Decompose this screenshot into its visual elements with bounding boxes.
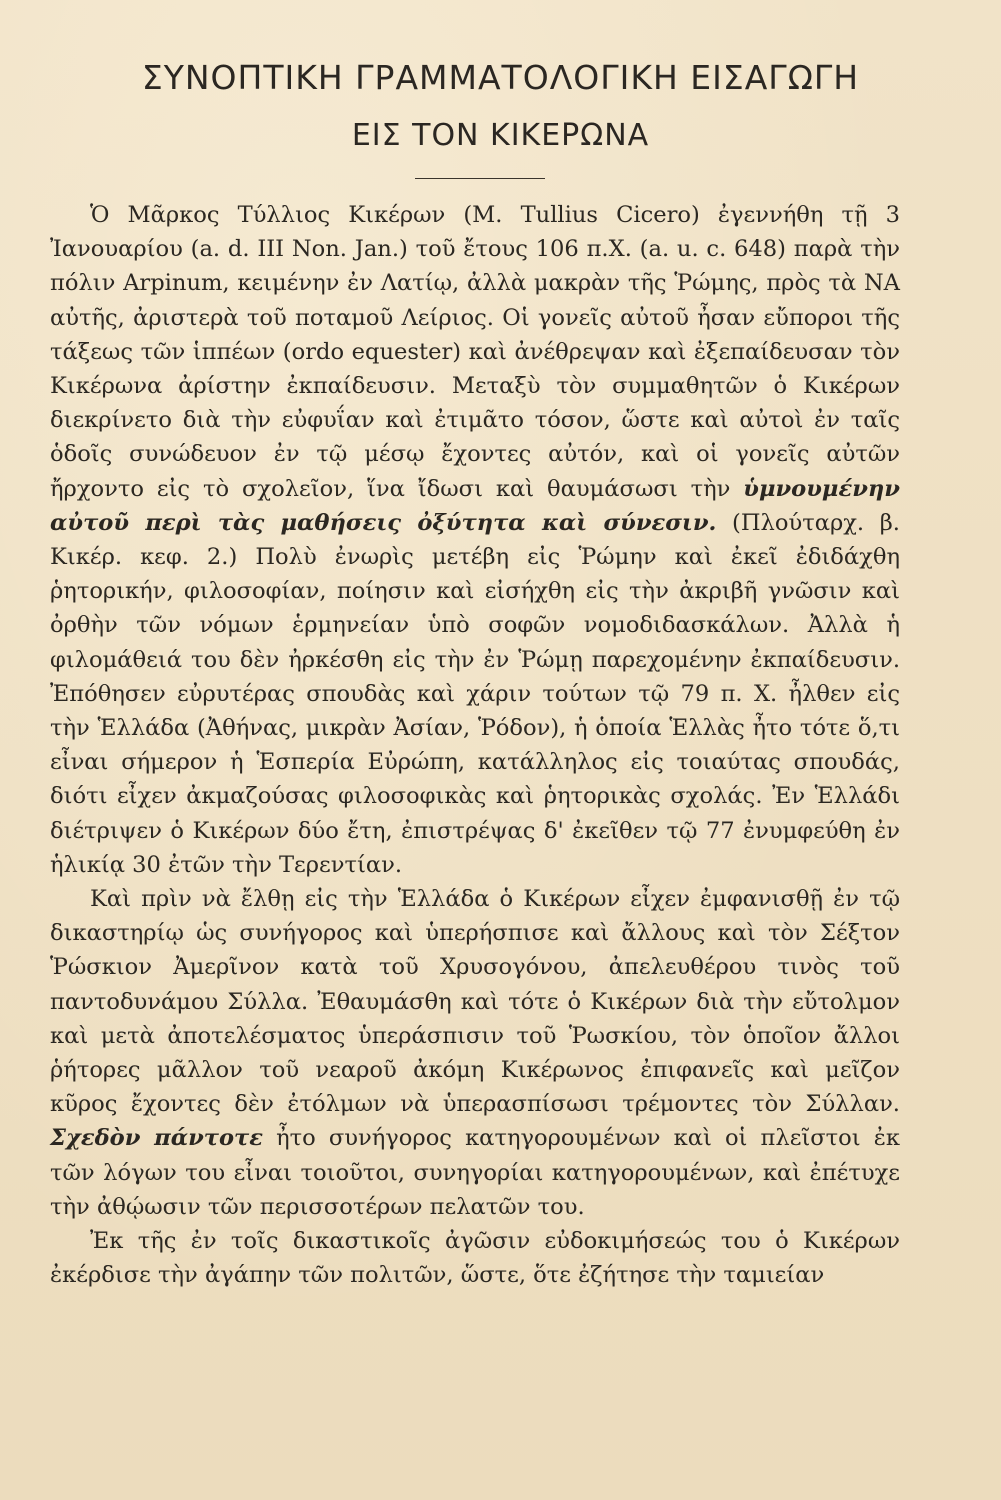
paragraph-2-text-b: ἦτο συνήγορος κατηγορουμένων καὶ οἱ πλεῖστοι ἐκ τῶν λόγων του εἶναι τοιοῦτοι, συνηγορίαι κατηγορουμένων, καὶ ἐπέτυχε τὴν ἀθῴωσιν τῶν περισσοτέρων πελατῶν του. <box>50 1125 901 1220</box>
paragraph-3 <box>50 1224 900 1292</box>
paragraph-2-text-a: Καὶ πρὶν νὰ ἔλθῃ εἰς τὴν Ἑλλάδα ὁ Κικέρων εἶχεν ἐμφανισθῇ ἐν τῷ δικαστηρίῳ ὡς συνήγορος καὶ ὑπερήσπισε καὶ ἄλλους καὶ τὸν Σέξτον Ῥώσκιον Ἀμερῖνον κατὰ τοῦ Χρυσογόνου, ἀπελευθέρου τινὸς τοῦ παντοδυνάμου Σύλλα. Ἐθαυμάσθη καὶ τότε ὁ Κικέρων διὰ τὴν εὔτολμον καὶ μετὰ ἀποτελέσματος ὑπεράσπισιν τοῦ Ῥωσκίου, τὸν ὁποῖον ἄλλοι ῥήτορες μᾶλλον τοῦ νεαροῦ ἀκόμη Κικέρωνος ἐπιφανεῖς καὶ μεῖζον κῦρος ἔχοντες δὲν ἐτόλμων νὰ ὑπερασπίσωσι τρέμοντες τὸν Σύλλαν. <box>50 886 900 1118</box>
page-title: ΣΥΝΟΠΤΙΚΗ ΓΡΑΜΜΑΤΟΛΟΓΙΚΗ ΕΙΣΑΓΩΓΗ <box>141 58 860 97</box>
title-divider <box>415 178 545 179</box>
paragraph-1-text-a: Ὁ Μᾶρκος Τύλλιος Κικέρων (M. Tullius Cicero) ἐγεννήθη τῇ 3 Ἰανουαρίου (a. d. III Non. Jan.) τοῦ ἔτους 106 π.Χ. (a. u. c. 648) παρὰ τὴν πόλιν Arpinum, κειμένην ἐν Λατίῳ, ἀλλὰ μακρὰν τῆς Ῥώμης, πρὸς τὰ ΝΑ αὐτῆς, ἀριστερὰ τοῦ ποταμοῦ Λείριος. Οἱ γονεῖς αὐτοῦ ἦσαν εὔποροι τῆς τάξεως τῶν ἱππέων (ordo equester) καὶ ἀνέθρεψαν καὶ ἐξεπαίδευσαν τὸν Κικέρωνα ἀρίστην ἐκπαίδευσιν. Μεταξὺ τὸν συμμαθητῶν ὁ Κικέρων διεκρίνετο διὰ τὴν εὐφυΐαν καὶ ἐτιμᾶτο τόσον, ὥστε καὶ αὐτοὶ ἐν ταῖς ὁδοῖς συνώδευον ἐν τῷ μέσῳ ἔχοντες αὐτόν, καὶ οἱ γονεῖς αὐτῶν ἤρχοντο εἰς τὸ σχολεῖον, ἵνα ἴδωσι καὶ θαυμάσωσι τὴν <box>50 202 900 502</box>
paragraph-1-emphasis: ὑμνουμένην αὐτοῦ περὶ τὰς μαθήσεις ὀξύτητα καὶ σύνεσιν. <box>50 475 900 536</box>
paragraph-2 <box>50 882 900 1224</box>
body-text <box>50 198 900 1293</box>
paragraph-1 <box>50 198 900 882</box>
paragraph-3-text-a: Ἐκ τῆς ἐν τοῖς δικαστικοῖς ἀγῶσιν εὐδοκιμήσεώς του ὁ Κικέρων ἐκέρδισε τὴν ἀγάπην τῶν πολιτῶν, ὥστε, ὅτε ἐζήτησε τὴν ταμιείαν <box>50 1228 900 1289</box>
paragraph-1-text-b: (Πλούταρχ. β. Κικέρ. κεφ. 2.) Πολὺ ἐνωρὶς μετέβη εἰς Ῥώμην καὶ ἐκεῖ ἐδιδάχθη ῥητορικήν, φιλοσοφίαν, ποίησιν καὶ εἰσήχθη εἰς τὴν ἀκριβῆ γνῶσιν καὶ ὀρθὴν τῶν νόμων ἑρμηνείαν ὑπὸ σοφῶν νομοδιδασκάλων. Ἀλλὰ ἡ φιλομάθειά του δὲν ἠρκέσθη εἰς τὴν ἐν Ῥώμῃ παρεχομένην ἐκπαίδευσιν. Ἐπόθησεν εὐρυτέρας σπουδὰς καὶ χάριν τούτων τῷ 79 π. Χ. ἦλθεν εἰς τὴν Ἑλλάδα (Ἀθήνας, μικρὰν Ἀσίαν, Ῥόδον), ἡ ὁποία Ἑλλὰς ἦτο τότε ὅ,τι εἶναι σήμερον ἡ Ἑσπερία Εὐρώπη, κατάλληλος εἰς τοιαύτας σπουδάς, διότι εἶχεν ἀκμαζούσας φιλοσοφικὰς καὶ ῥητορικὰς σχολάς. Ἐν Ἑλλάδι διέτριψεν ὁ Κικέρων δύο ἔτη, ἐπιστρέψας δ' ἐκεῖθεν τῷ 77 ἐνυμφεύθη ἐν ἡλικίᾳ 30 ἐτῶν τὴν Τερεντίαν. <box>50 509 900 878</box>
page-subtitle: ΕΙΣ ΤΟΝ ΚΙΚΕΡΩΝΑ <box>351 118 650 153</box>
paragraph-2-emphasis: Σχεδὸν πάντοτε <box>50 1125 263 1152</box>
